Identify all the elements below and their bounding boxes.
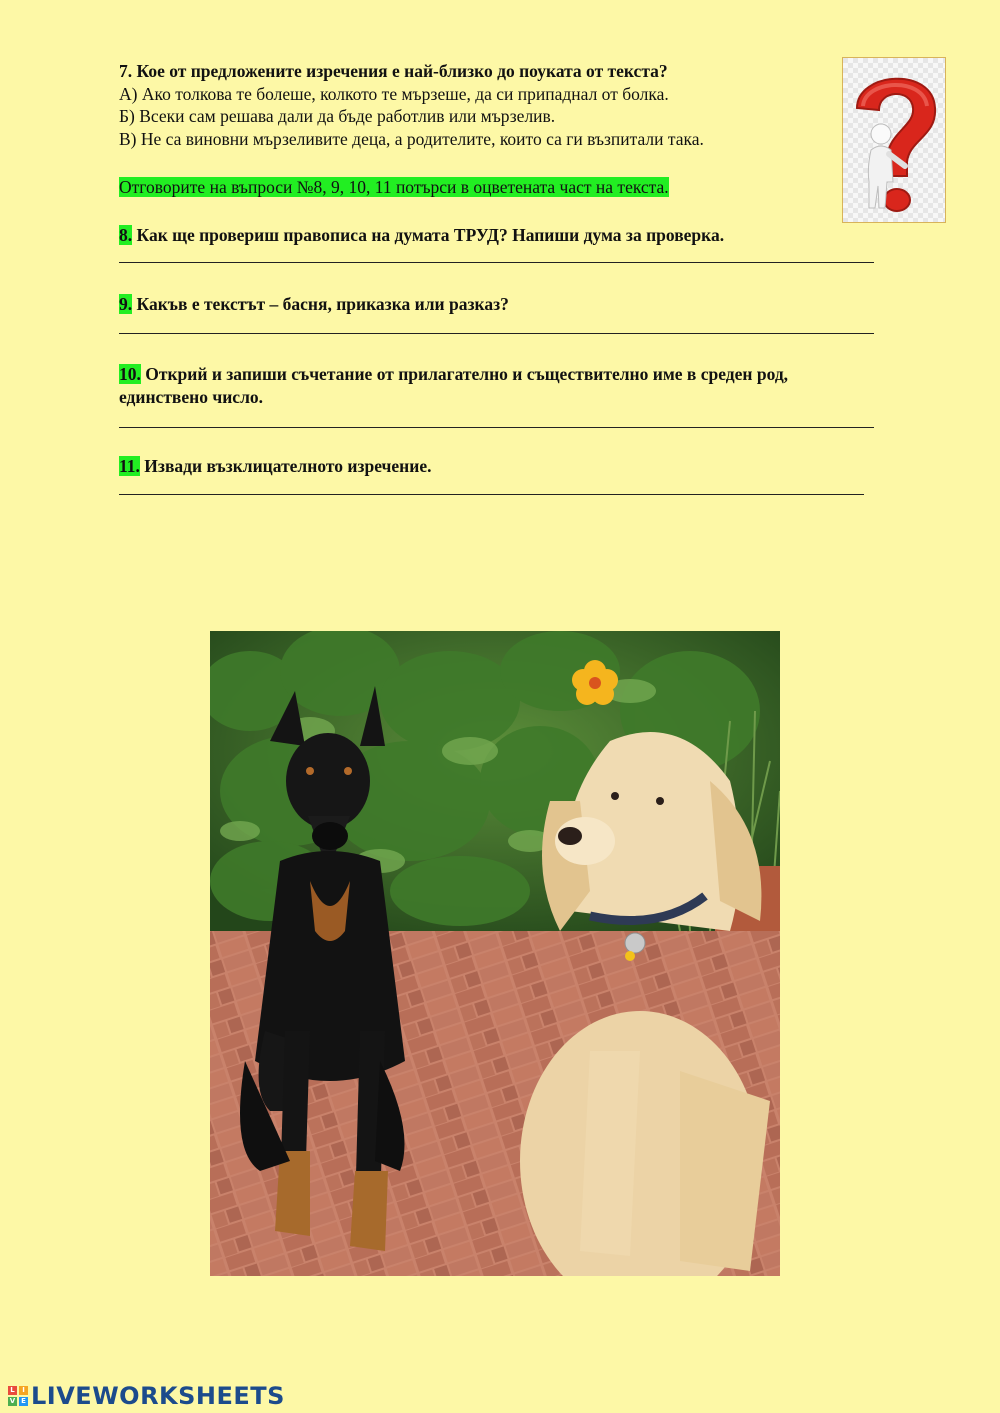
question-10-number: 10. xyxy=(119,364,141,384)
question-10-text: Открий и запиши съчетание от прилагателно и съществително име в среден род, единствено число. xyxy=(119,364,789,407)
dogs-photo xyxy=(210,631,780,1276)
logo-tile-e: E xyxy=(19,1397,28,1406)
question-9 xyxy=(119,293,859,316)
logo-tiles-icon xyxy=(8,1386,28,1406)
logo-tile-l: L xyxy=(8,1386,17,1395)
question-8 xyxy=(119,224,859,247)
question-mark-figure-icon xyxy=(842,57,946,223)
answer-line-10[interactable] xyxy=(119,427,874,428)
question-7-option-b: Б) Всеки сам решава дали да бъде работлив или мързелив. xyxy=(119,106,556,126)
logo-tile-i: I xyxy=(19,1386,28,1395)
answer-line-11[interactable] xyxy=(119,494,864,495)
question-9-number: 9. xyxy=(119,294,133,314)
question-9-text: Какъв е текстът – басня, приказка или разказ? xyxy=(132,294,509,314)
question-7-option-a: А) Ако толкова те болеше, колкото те мързеше, да си припаднал от болка. xyxy=(119,83,669,104)
question-11 xyxy=(119,455,859,478)
question-7-option-c: В) Не са виновни мързеливите деца, а родителите, които са ги възпитали така. xyxy=(119,128,704,149)
liveworksheets-logo[interactable] xyxy=(8,1381,285,1411)
instruction-text: Отговорите на въпроси №8, 9, 10, 11 потърси в оцветената част на текста. xyxy=(119,177,669,197)
question-11-text: Извади възклицателното изречение. xyxy=(139,456,432,476)
question-7 xyxy=(119,60,819,150)
logo-text: LIVEWORKSHEETS xyxy=(31,1382,285,1410)
logo-tile-v: V xyxy=(9,1397,16,1405)
question-10 xyxy=(119,363,859,408)
instruction-note xyxy=(119,176,669,198)
answer-line-9[interactable] xyxy=(119,333,874,334)
question-8-number: 8. xyxy=(119,225,133,245)
question-11-number: 11. xyxy=(119,456,140,476)
question-8-text: Как ще провериш правописа на думата ТРУД? Напиши дума за проверка. xyxy=(132,225,725,245)
answer-line-8[interactable] xyxy=(119,262,874,263)
question-7-title: 7. Кое от предложените изречения е най-близко до поуката от текста? xyxy=(119,61,668,81)
